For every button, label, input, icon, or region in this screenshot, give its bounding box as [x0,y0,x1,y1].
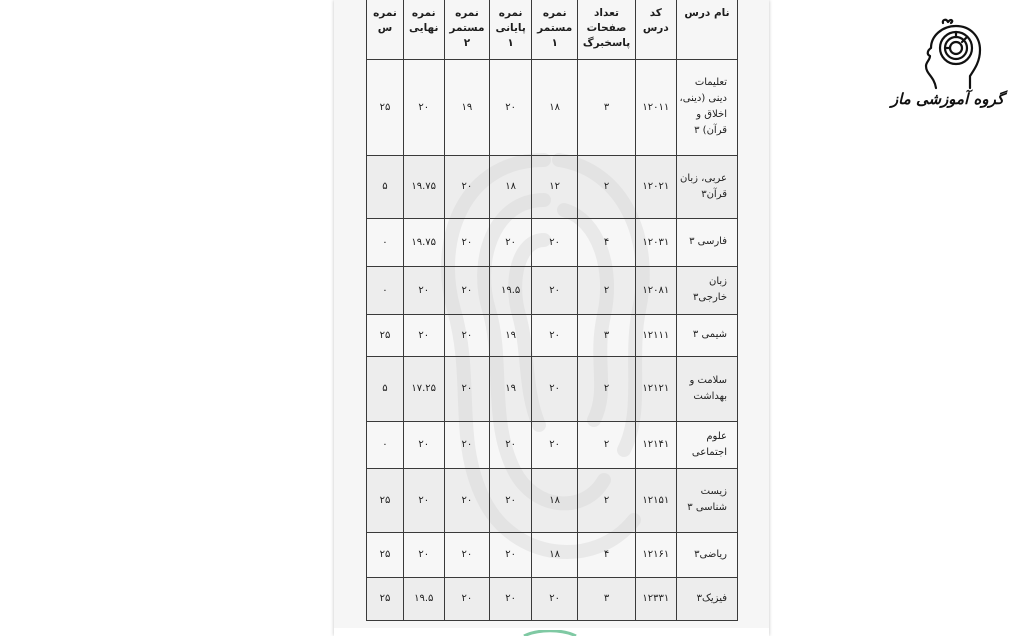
cell-course-code: ۱۲۱۴۱ [635,421,676,468]
cell-final-1: ۲۰ [490,59,532,155]
cell-course-name: زبان خارجی۳ [676,266,737,314]
cell-final-1: ۱۸ [490,155,532,218]
header-continuous-2: نمره مستمر ۲ [444,0,490,59]
cell-cut-off: ۲۵ [367,314,404,356]
header-continuous-1: نمره مستمر ۱ [531,0,578,59]
cell-final-grade: ۱۹.۵ [403,577,444,620]
cell-continuous-2: ۲۰ [444,218,490,266]
cell-continuous-2: ۲۰ [444,314,490,356]
cell-course-name: علوم اجتماعی [676,421,737,468]
cell-continuous-2: ۲۰ [444,421,490,468]
head-maze-icon [896,18,1004,98]
cell-cut-off: ۲۵ [367,577,404,620]
header-final-1: نمره پایانی ۱ [490,0,532,59]
cell-course-code: ۱۲۰۱۱ [635,59,676,155]
table-header-row [367,0,738,59]
cell-answer-pages: ۴ [578,532,635,577]
cell-continuous-2: ۲۰ [444,577,490,620]
cell-course-name: ریاضی۳ [676,532,737,577]
cell-final-1: ۲۰ [490,532,532,577]
cell-final-grade: ۱۹.۷۵ [403,155,444,218]
table-row [367,155,738,218]
cell-final-1: ۲۰ [490,577,532,620]
header-course-name: نام درس [676,0,737,59]
cell-cut-off: ۲۵ [367,59,404,155]
cell-course-code: ۱۲۰۲۱ [635,155,676,218]
cell-final-grade: ۲۰ [403,314,444,356]
brand-logo [890,18,1004,126]
cell-answer-pages: ۲ [578,155,635,218]
cell-course-code: ۱۲۱۵۱ [635,468,676,532]
table-row [367,468,738,532]
table-row [367,266,738,314]
cell-continuous-1: ۱۸ [531,532,578,577]
cell-continuous-2: ۲۰ [444,266,490,314]
grades-table [366,0,738,621]
cell-answer-pages: ۳ [578,314,635,356]
cell-course-name: تعلیمات دینی (دینی، اخلاق و قرآن) ۳ [676,59,737,155]
cell-answer-pages: ۳ [578,577,635,620]
cell-course-name: شیمی ۳ [676,314,737,356]
table-row [367,356,738,421]
table-viewport [366,0,738,626]
cell-course-code: ۱۲۰۳۱ [635,218,676,266]
cell-cut-off: ۵ [367,155,404,218]
header-answer-pages: تعداد صفحات پاسخبرگ [578,0,635,59]
cell-continuous-1: ۲۰ [531,356,578,421]
table-row [367,218,738,266]
table-row [367,532,738,577]
cell-answer-pages: ۲ [578,421,635,468]
document-sheet [334,0,769,636]
cell-continuous-1: ۱۸ [531,468,578,532]
brand-name: گروه آموزشی ماز [890,90,1004,108]
cell-course-code: ۱۲۱۶۱ [635,532,676,577]
cell-final-grade: ۲۰ [403,532,444,577]
cell-continuous-1: ۲۰ [531,421,578,468]
cell-final-grade: ۲۰ [403,421,444,468]
cell-final-1: ۱۹.۵ [490,266,532,314]
cell-final-1: ۲۰ [490,468,532,532]
cell-cut-off: ۰ [367,266,404,314]
cell-course-name: فیزیک۳ [676,577,737,620]
cell-cut-off: ۰ [367,218,404,266]
table-row [367,577,738,620]
cell-cut-off: ۲۵ [367,468,404,532]
cell-answer-pages: ۴ [578,218,635,266]
cell-final-1: ۱۹ [490,356,532,421]
cell-cut-off: ۵ [367,356,404,421]
cell-course-name: فارسی ۳ [676,218,737,266]
cell-continuous-1: ۱۲ [531,155,578,218]
cell-final-grade: ۲۰ [403,59,444,155]
cell-continuous-1: ۱۸ [531,59,578,155]
cell-answer-pages: ۲ [578,356,635,421]
table-row [367,59,738,155]
cell-final-grade: ۱۷.۲۵ [403,356,444,421]
cell-final-grade: ۱۹.۷۵ [403,218,444,266]
table-row [367,314,738,356]
cell-final-1: ۲۰ [490,218,532,266]
cell-course-name: زیست شناسی ۳ [676,468,737,532]
cell-answer-pages: ۲ [578,468,635,532]
cell-continuous-2: ۲۰ [444,532,490,577]
cell-answer-pages: ۲ [578,266,635,314]
cell-continuous-2: ۲۰ [444,356,490,421]
cell-course-name: عربی، زبان قرآن۳ [676,155,737,218]
header-course-code: کد درس [635,0,676,59]
cell-final-1: ۲۰ [490,421,532,468]
cell-course-code: ۱۲۱۲۱ [635,356,676,421]
cell-final-grade: ۲۰ [403,468,444,532]
cell-final-grade: ۲۰ [403,266,444,314]
cell-course-name: سلامت و بهداشت [676,356,737,421]
header-final-grade: نمره نهایی [403,0,444,59]
cell-continuous-1: ۲۰ [531,266,578,314]
header-cut-off: نمره س [367,0,404,59]
cell-cut-off: ۲۵ [367,532,404,577]
cell-continuous-1: ۲۰ [531,577,578,620]
cell-continuous-2: ۱۹ [444,59,490,155]
cell-continuous-2: ۲۰ [444,468,490,532]
cell-course-code: ۱۲۱۱۱ [635,314,676,356]
cell-continuous-2: ۲۰ [444,155,490,218]
cell-continuous-1: ۲۰ [531,218,578,266]
cell-continuous-1: ۲۰ [531,314,578,356]
partial-seal-icon [520,630,580,636]
cell-course-code: ۱۲۳۳۱ [635,577,676,620]
cell-answer-pages: ۳ [578,59,635,155]
table-row [367,421,738,468]
cell-course-code: ۱۲۰۸۱ [635,266,676,314]
cell-final-1: ۱۹ [490,314,532,356]
cell-cut-off: ۰ [367,421,404,468]
